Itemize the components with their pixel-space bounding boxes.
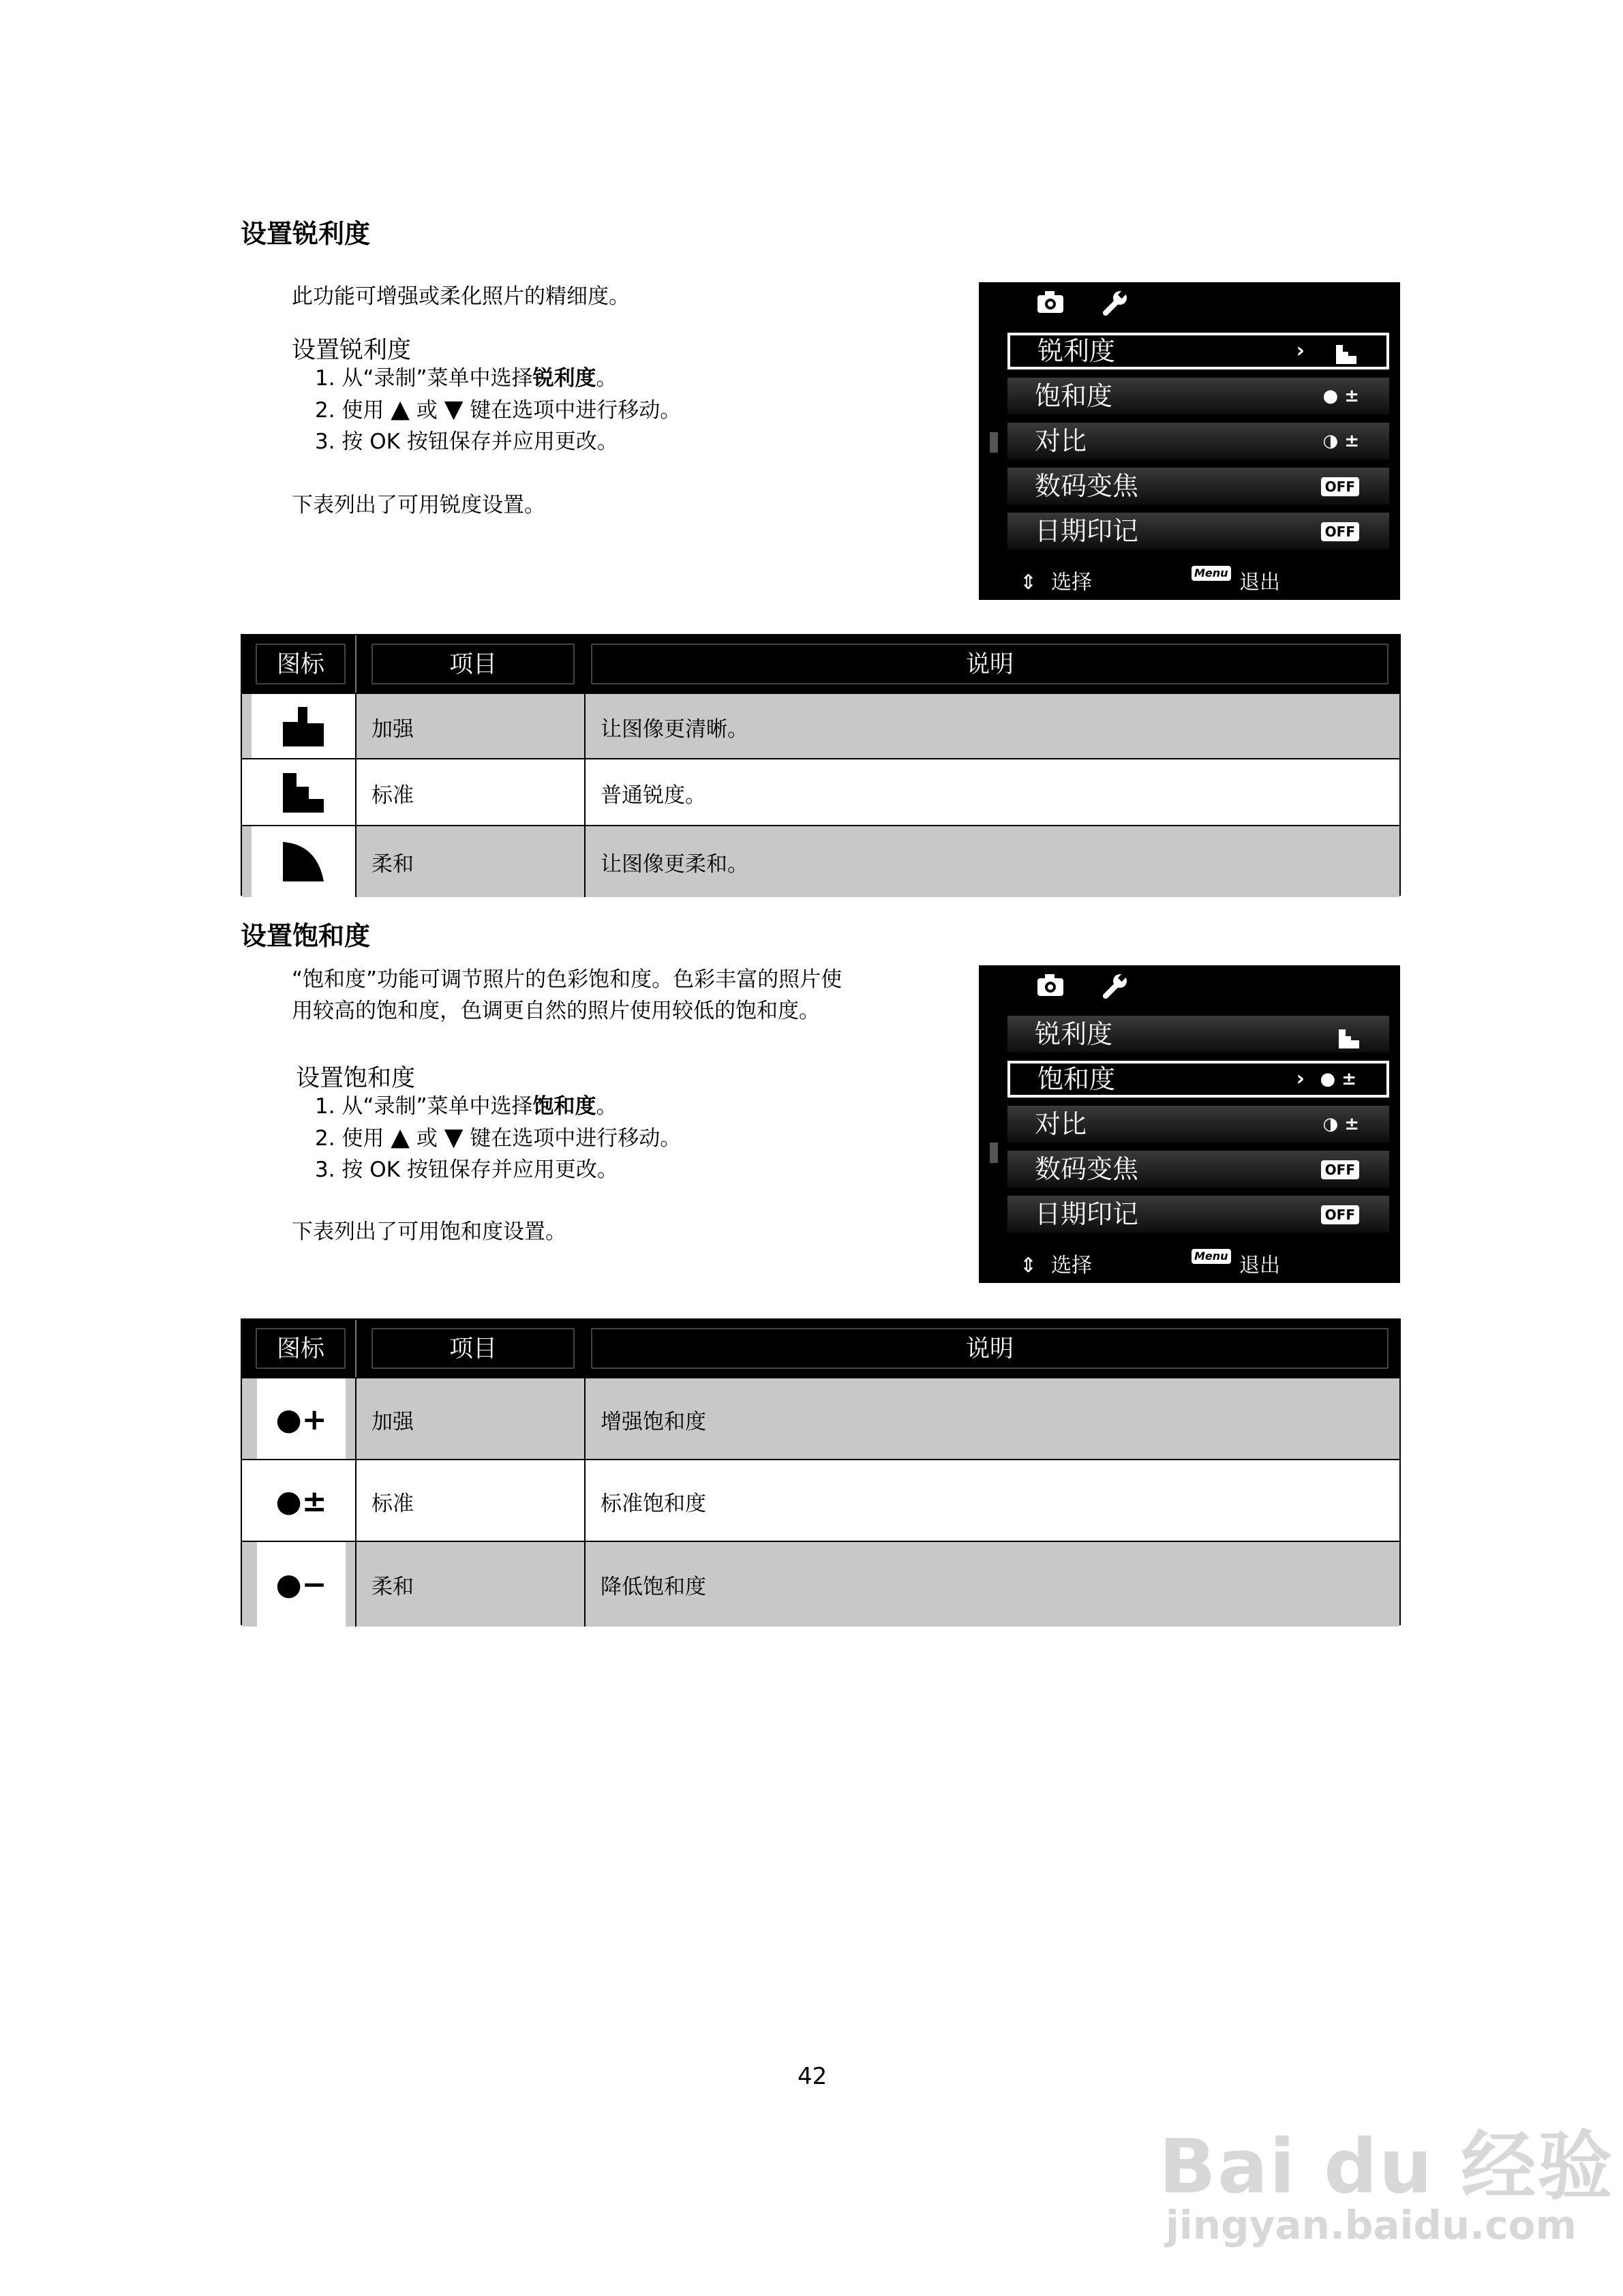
menu-button-icon: Menu — [1192, 1249, 1231, 1264]
contrast-icon: ◑ — [1322, 431, 1339, 451]
saturation-table — [241, 1318, 1401, 1625]
menu-item-sharpness[interactable]: 锐利度 — [1007, 1016, 1389, 1053]
off-badge: OFF — [1321, 1205, 1359, 1224]
camera-icon — [1036, 290, 1065, 314]
camera-icon — [1036, 973, 1065, 997]
header-desc: 说明 — [591, 1328, 1389, 1369]
saturation-low-icon: ●− — [257, 1542, 346, 1627]
hint-exit: 退出 — [1239, 1254, 1280, 1278]
sharpness-hard-icon — [252, 694, 355, 759]
up-triangle-icon: ▲ — [391, 1123, 410, 1151]
updown-arrow-icon: ⇕ — [1020, 571, 1037, 594]
menu-item-date-stamp[interactable]: 日期印记 OFF — [1007, 1196, 1389, 1233]
table-header — [242, 1320, 1399, 1377]
menu-item-contrast[interactable]: 对比 ◑ ± — [1007, 1106, 1389, 1143]
drop-icon: ● — [1322, 386, 1339, 406]
section-title-saturation: 设置饱和度 — [241, 921, 371, 951]
table-row — [242, 1377, 1399, 1460]
item-label: 加强 — [371, 1409, 414, 1434]
item-label: 标准 — [371, 1491, 414, 1516]
saturation-steps — [315, 1091, 681, 1185]
item-label: 柔和 — [371, 851, 414, 877]
down-triangle-icon: ▼ — [444, 395, 464, 423]
wrench-icon — [1102, 290, 1129, 316]
table-row — [242, 1459, 1399, 1542]
menu-scrollbar[interactable] — [990, 1143, 998, 1163]
off-badge: OFF — [1321, 522, 1359, 541]
sharpness-normal-icon — [252, 759, 355, 826]
header-icon: 图标 — [256, 644, 346, 684]
menu-item-contrast[interactable]: 对比 ◑ ± — [1007, 423, 1389, 459]
hint-exit: 退出 — [1239, 571, 1280, 594]
menu-item-digital-zoom[interactable]: 数码变焦 OFF — [1007, 468, 1389, 504]
drop-icon: ● — [1320, 1069, 1336, 1089]
table-row — [242, 758, 1399, 826]
camera-menu-sharpness — [979, 282, 1400, 600]
chevron-right-icon: › — [1296, 1067, 1305, 1091]
watermark-url: jingyan.baidu.com — [1166, 2202, 1577, 2248]
off-badge: OFF — [1321, 1160, 1359, 1179]
item-description: 普通锐度。 — [601, 783, 706, 808]
sharpness-subtitle: 设置锐利度 — [292, 337, 412, 364]
contrast-icon: ◑ — [1322, 1114, 1339, 1134]
item-label: 柔和 — [371, 1574, 414, 1599]
step-1: 1. 从“录制”菜单中选择锐利度。 — [315, 366, 618, 391]
sharpness-normal-icon — [1339, 1016, 1359, 1053]
menu-hint-bar — [979, 1249, 1400, 1283]
saturation-normal-icon: ●± — [257, 1460, 346, 1542]
table-header — [242, 635, 1399, 693]
saturation-high-icon: ●+ — [257, 1378, 346, 1460]
watermark-brand: Bai du 经验 — [1159, 2123, 1614, 2210]
header-desc: 说明 — [591, 644, 1389, 684]
item-description: 标准饱和度 — [601, 1491, 706, 1516]
header-item: 项目 — [371, 1328, 575, 1369]
menu-item-saturation[interactable]: 饱和度 › ● ± — [1007, 1061, 1389, 1098]
item-description: 增强饱和度 — [601, 1409, 706, 1434]
wrench-icon — [1102, 973, 1129, 999]
menu-item-sharpness[interactable]: 锐利度 › — [1007, 333, 1389, 369]
saturation-intro-line1: “饱和度”功能可调节照片的色彩饱和度。色彩丰富的照片使 — [292, 967, 843, 992]
sharpness-normal-icon — [1336, 335, 1356, 367]
baidu-jingyan-watermark — [1159, 2106, 1614, 2256]
page-number: 42 — [798, 2063, 828, 2090]
item-label: 加强 — [371, 716, 414, 742]
sharpness-steps — [315, 363, 681, 457]
sharpness-soft-icon — [252, 826, 355, 897]
step-2: 2. 使用 ▲ 或 ▼ 键在选项中进行移动。 — [315, 395, 682, 423]
step-2: 2. 使用 ▲ 或 ▼ 键在选项中进行移动。 — [315, 1123, 682, 1151]
item-label: 标准 — [371, 783, 414, 808]
table-row — [242, 693, 1399, 759]
menu-scrollbar[interactable] — [990, 432, 998, 453]
table-row — [242, 1541, 1399, 1627]
updown-arrow-icon: ⇕ — [1020, 1254, 1037, 1278]
down-triangle-icon: ▼ — [444, 1123, 464, 1151]
step-3: 3. 按 OK 按钮保存并应用更改。 — [315, 429, 618, 454]
menu-hint-bar — [979, 566, 1400, 600]
off-badge: OFF — [1321, 477, 1359, 496]
item-description: 让图像更柔和。 — [601, 851, 748, 877]
section-title-sharpness: 设置锐利度 — [241, 219, 371, 249]
menu-item-digital-zoom[interactable]: 数码变焦 OFF — [1007, 1151, 1389, 1188]
camera-menu-saturation — [979, 965, 1400, 1283]
hint-select: 选择 — [1051, 571, 1092, 594]
saturation-intro-line2: 用较高的饱和度，色调更自然的照片使用较低的饱和度。 — [292, 999, 820, 1023]
menu-item-saturation[interactable]: 饱和度 ● ± — [1007, 378, 1389, 414]
header-icon: 图标 — [256, 1328, 346, 1369]
step-3: 3. 按 OK 按钮保存并应用更改。 — [315, 1158, 618, 1182]
menu-button-icon: Menu — [1192, 566, 1231, 581]
sharpness-intro: 此功能可增强或柔化照片的精细度。 — [292, 284, 630, 309]
sharpness-table-intro: 下表列出了可用锐度设置。 — [292, 493, 545, 517]
hint-select: 选择 — [1051, 1254, 1092, 1278]
menu-item-date-stamp[interactable]: 日期印记 OFF — [1007, 513, 1389, 549]
saturation-table-intro: 下表列出了可用饱和度设置。 — [292, 1220, 566, 1244]
menu-tab-bar — [979, 282, 1400, 322]
header-item: 项目 — [371, 644, 575, 684]
sharpness-table — [241, 634, 1401, 896]
item-description: 降低饱和度 — [601, 1574, 706, 1599]
up-triangle-icon: ▲ — [391, 395, 410, 423]
table-row — [242, 825, 1399, 897]
menu-tab-bar — [979, 965, 1400, 1005]
step-1: 1. 从“录制”菜单中选择饱和度。 — [315, 1094, 618, 1119]
chevron-right-icon: › — [1296, 339, 1305, 363]
saturation-subtitle: 设置饱和度 — [296, 1065, 416, 1092]
item-description: 让图像更清晰。 — [601, 716, 748, 742]
